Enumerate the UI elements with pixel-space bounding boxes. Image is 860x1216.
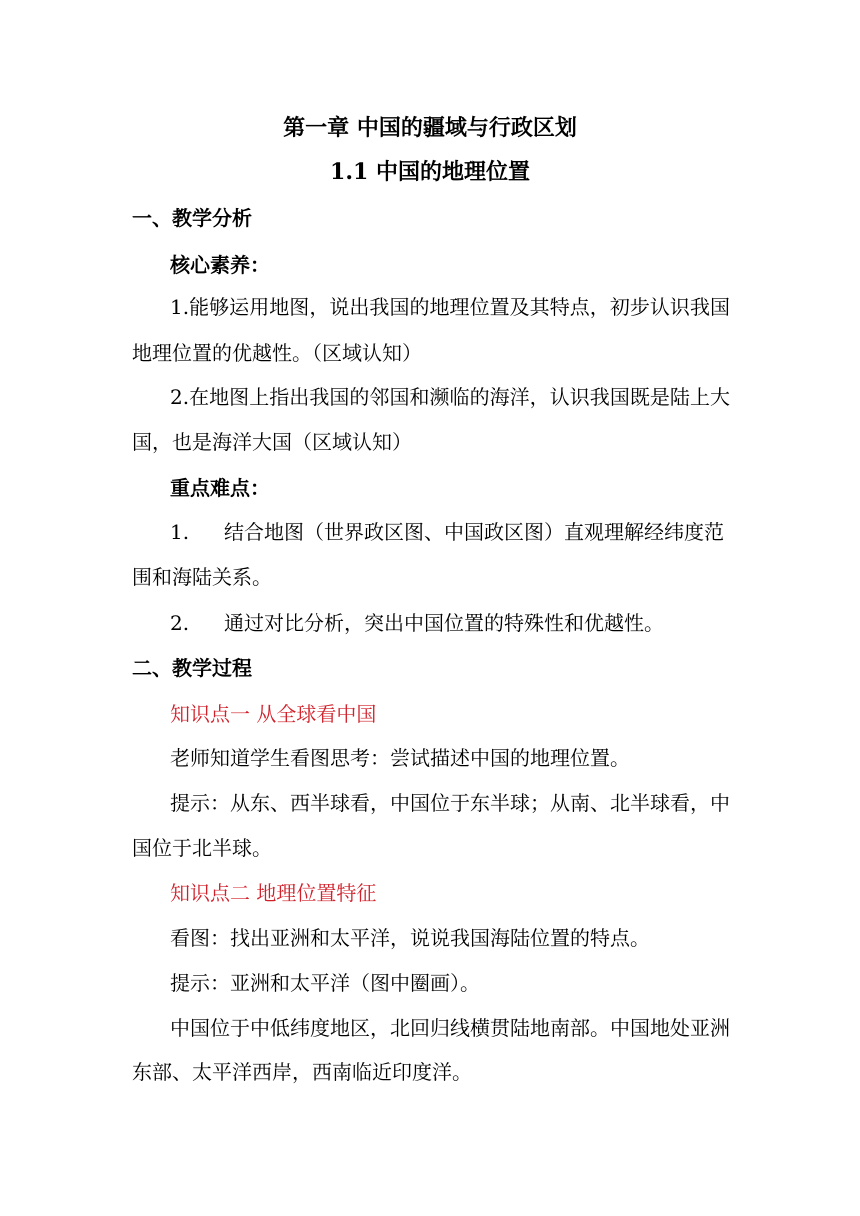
knowledge-point2-title: 知识点二 地理位置特征 (170, 881, 377, 905)
kp2-paragraph3-line1: 中国位于中低纬度地区，北回归线横贯陆地南部。中国地处亚洲 (170, 1016, 730, 1040)
kp1-paragraph2-line2: 国位于北半球。 (132, 836, 272, 860)
section-title: 1.1 中国的地理位置 (330, 159, 530, 185)
key-points-label: 重点难点： (170, 476, 270, 500)
key-item2-text: 通过对比分析，突出中国位置的特殊性和优越性。 (224, 611, 664, 635)
knowledge-point1-title: 知识点一 从全球看中国 (170, 702, 377, 726)
core-item2-line1: 2.在地图上指出我国的邻国和濒临的海洋，认识我国既是陆上大 (170, 385, 730, 409)
key-item1-number: 1. (170, 520, 190, 544)
core-item2-line2: 国，也是海洋大国（区域认知） (132, 430, 412, 454)
core-literacy-label: 核心素养： (170, 253, 270, 277)
chapter-title: 第一章 中国的疆域与行政区划 (283, 115, 577, 141)
part1-heading: 一、教学分析 (132, 206, 252, 230)
kp2-paragraph1: 看图：找出亚洲和太平洋，说说我国海陆位置的特点。 (170, 926, 650, 950)
kp2-paragraph3-line2: 东部、太平洋西岸，西南临近印度洋。 (132, 1060, 472, 1084)
core-item1-line1: 1.能够运用地图，说出我国的地理位置及其特点，初步认识我国 (170, 295, 730, 319)
key-item1-line1 (170, 517, 730, 547)
kp1-paragraph1: 老师知道学生看图思考：尝试描述中国的地理位置。 (170, 746, 630, 770)
part2-heading: 二、教学过程 (132, 656, 252, 680)
key-item2-number: 2. (170, 611, 190, 635)
core-item1-line2: 地理位置的优越性。（区域认知） (132, 341, 422, 365)
key-item1-line2: 围和海陆关系。 (132, 565, 272, 589)
kp1-paragraph2-line1: 提示：从东、西半球看，中国位于东半球；从南、北半球看，中 (170, 791, 730, 815)
kp2-paragraph2: 提示：亚洲和太平洋（图中圈画）。 (170, 971, 480, 995)
key-item1-text: 结合地图（世界政区图、中国政区图）直观理解经纬度范 (224, 520, 724, 544)
key-item2-line (170, 608, 730, 638)
